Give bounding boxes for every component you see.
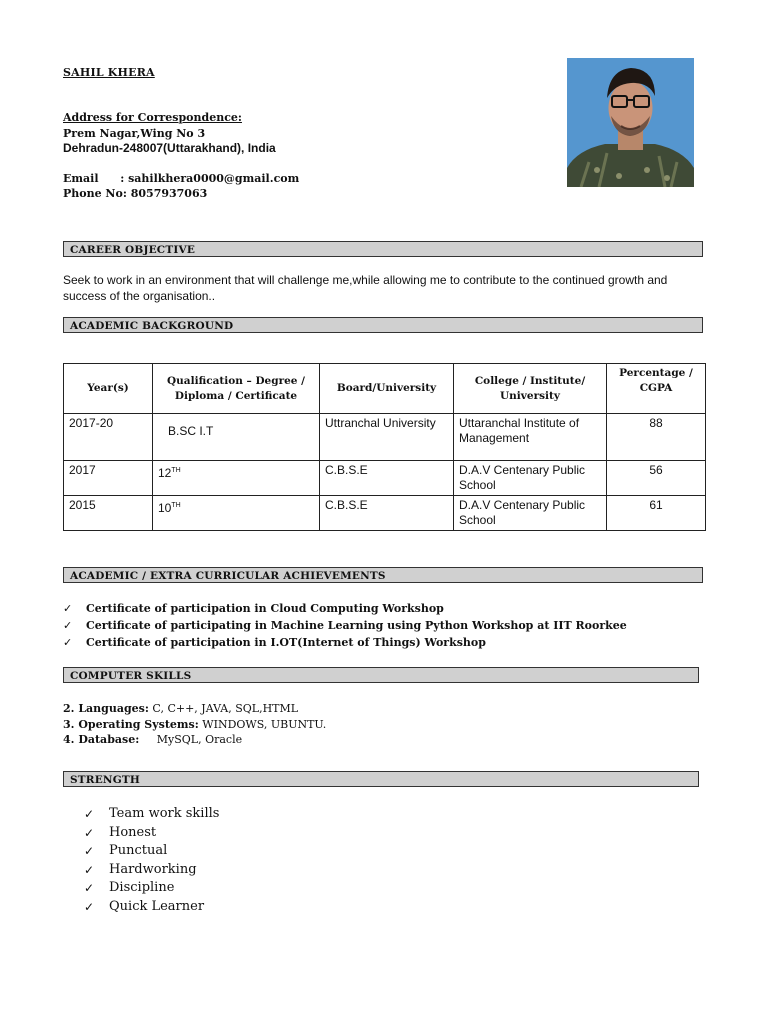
candidate-name: SAHIL KHERA [63,66,155,79]
strength-text: Discipline [109,880,175,895]
cell-year: 2017 [64,461,153,496]
table-row [64,496,706,531]
list-item [63,732,326,748]
cell-qualification [153,496,320,531]
check-icon: ✓ [63,602,73,615]
strength-text: Team work skills [109,806,220,821]
list-item [63,617,627,634]
cell-board: C.B.S.E [320,461,454,496]
cell-board: Uttranchal University [320,414,454,461]
achievements-list [63,600,627,651]
address-heading: Address for Correspondence: [63,111,242,124]
strength-list [84,805,219,916]
check-icon: ✓ [84,807,95,821]
qualification-text: 10 [158,501,172,515]
section-bar-academic-background: ACADEMIC BACKGROUND [63,317,703,333]
address-line-2: Dehradun-248007(Uttarakhand), India [63,141,276,155]
strength-text: Honest [109,824,157,840]
strength-text: Punctual [109,843,168,858]
cell-qualification [153,461,320,496]
list-item [84,861,219,880]
cell-year: 2015 [64,496,153,531]
email-line [63,172,299,185]
check-icon: ✓ [63,636,73,649]
check-icon: ✓ [63,619,73,632]
phone-value: 8057937063 [130,187,208,200]
skills-list [63,701,326,748]
qualification-text: 12 [158,466,172,480]
strength-text: Quick Learner [109,898,205,914]
address-line-1: Prem Nagar,Wing No 3 [63,127,206,140]
list-item [63,634,627,651]
achievement-text: Certificate of participating in Machine Learning using Python Workshop at IIT Roorkee [86,619,627,632]
academic-table-header [64,364,706,414]
profile-photo [567,58,694,187]
phone-line [63,187,207,200]
cell-score: 56 [607,461,706,496]
check-icon: ✓ [84,844,95,858]
list-item [84,805,219,824]
check-icon: ✓ [84,825,95,840]
achievement-text: Certificate of participation in Cloud Computing Workshop [86,602,444,615]
section-bar-strength: STRENGTH [63,771,699,787]
achievement-text: Certificate of participation in I.OT(Internet of Things) Workshop [86,636,486,649]
list-item [84,824,219,843]
cell-year: 2017-20 [64,414,153,461]
cell-college: Uttaranchal Institute of Management [454,414,607,461]
email-label: Email [63,172,99,185]
check-icon: ✓ [84,881,95,895]
skill-label: 4. Database: [63,733,140,746]
table-row [64,461,706,496]
list-item [63,717,326,733]
qualification-suffix: TH [171,467,181,474]
list-item [84,879,219,898]
phone-label: Phone No: [63,187,127,200]
cell-board: C.B.S.E [320,496,454,531]
column-header-board: Board/University [320,364,454,414]
cell-score: 61 [607,496,706,531]
section-bar-computer-skills: COMPUTER SKILLS [63,667,699,683]
column-header-percentage: Percentage / CGPA [607,364,706,414]
strength-text: Hardworking [109,861,197,877]
list-item [84,842,219,861]
table-row [64,414,706,461]
skill-value: MySQL, Oracle [139,733,243,746]
cell-college: D.A.V Centenary Public School [454,461,607,496]
skill-label: 3. Operating Systems: [63,717,199,731]
profile-photo-illustration [567,58,694,187]
column-header-years: Year(s) [64,364,153,414]
email-value: : sahilkhera0000@gmail.com [120,172,300,185]
cell-qualification [153,414,320,461]
cell-college: D.A.V Centenary Public School [454,496,607,531]
check-icon: ✓ [84,899,95,914]
section-bar-career-objective: CAREER OBJECTIVE [63,241,703,257]
list-item [63,701,326,717]
skill-value: C, C++, JAVA, SQL,HTML [148,702,299,715]
qualification-suffix: TH [171,502,181,509]
cell-score: 88 [607,414,706,461]
check-icon: ✓ [84,862,95,877]
career-objective-text: Seek to work in an environment that will challenge me,while allowing me to contribute to the continued growth and success of the organisation.. [63,273,668,303]
qualification-text: B.SC I.T [168,424,214,438]
column-header-college: College / Institute/ University [454,364,607,414]
academic-table [63,363,706,531]
section-bar-achievements: ACADEMIC / EXTRA CURRICULAR ACHIEVEMENTS [63,567,703,583]
list-item [84,898,219,917]
skill-label: 2. Languages: [63,702,149,715]
column-header-qualification: Qualification – Degree / Diploma / Certificate [153,364,320,414]
skill-value: WINDOWS, UBUNTU. [198,717,327,731]
list-item [63,600,627,617]
